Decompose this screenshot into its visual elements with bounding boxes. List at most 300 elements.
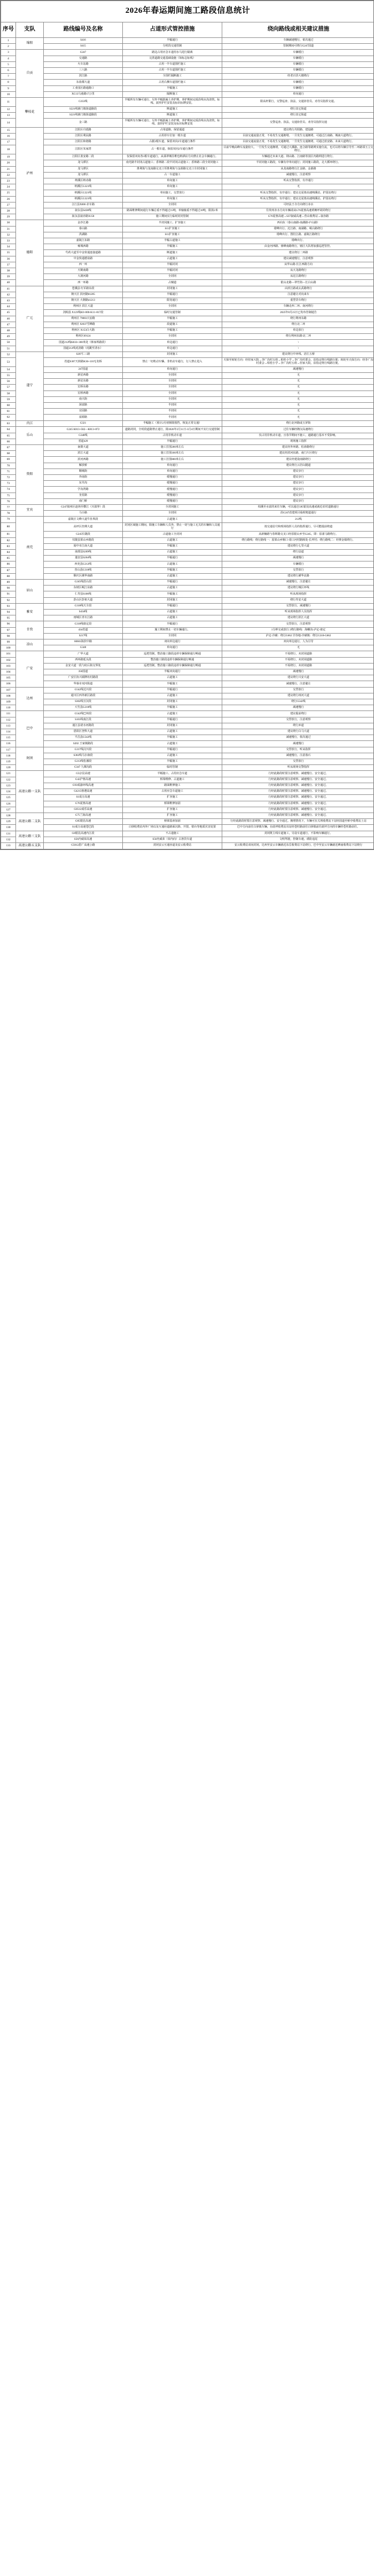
- control-measure-cell: 半幅通行: [123, 292, 222, 298]
- control-measure-cell: 路面维修期间通行车辆总重不得超过15吨，单轴轴重不得超过10吨，限款2米: [123, 208, 222, 214]
- table-row: [1, 753, 374, 759]
- detour-advice-cell: 行经此路段时要注意观察、减速慢行、安全通过。: [222, 789, 374, 795]
- table-row: [1, 487, 374, 493]
- control-measure-cell: 半幅通行: [123, 621, 222, 627]
- table-row: [1, 298, 374, 303]
- table-row: [1, 134, 374, 139]
- road-name-cell: S434线: [44, 610, 123, 615]
- table-row: [1, 80, 374, 85]
- row-index-cell: 127: [1, 807, 16, 813]
- detachment-cell: 内江: [16, 420, 44, 427]
- road-name-cell: G93成渝环线高速: [44, 783, 123, 789]
- column-header-team: 支队: [16, 22, 44, 38]
- detour-advice-cell: 行经此路段时要注意观察、减速慢行、安全通过。: [222, 777, 374, 783]
- detour-advice-cell: 从龙南路绕行汇金路、金源路: [222, 166, 374, 172]
- row-index-cell: 88: [1, 573, 16, 579]
- row-index-cell: 51: [1, 346, 16, 352]
- row-index-cell: 38: [1, 268, 16, 274]
- table-row: [1, 610, 374, 615]
- road-name-cell: 东坡区岷江东路: [44, 586, 123, 591]
- road-name-cell: 南门桥: [44, 498, 123, 504]
- detachment-cell: 广安: [16, 651, 44, 687]
- control-measure-cell: 完善道路交通基础设施（如标志标线）: [123, 56, 222, 61]
- detour-advice-cell: 绕行乡道: [222, 723, 374, 729]
- row-index-cell: 13: [1, 112, 16, 118]
- detour-advice-cell: 不需绕行，未封闭道路: [222, 651, 374, 657]
- detour-advice-cell: 无: [222, 415, 374, 420]
- row-index-cell: 102: [1, 657, 16, 663]
- control-measure-cell: 禁止一切机动车辆、非机动车通行，行人禁止进入: [123, 358, 222, 367]
- control-measure-cell: 占道施工全封闭: [123, 532, 222, 537]
- detour-advice-cell: 减速慢行，注意观察: [222, 172, 374, 178]
- detachment-cell: 甘孜: [16, 621, 44, 639]
- table-row: [1, 645, 374, 651]
- table-row: [1, 352, 374, 357]
- table-row: [1, 498, 374, 504]
- control-measure-cell: 半幅双向通行: [123, 669, 222, 675]
- detour-advice-cell: 绕行路线：绕行路线一：原果山乡堰口-周口河村路障处-长坪村；绕行路线二：经赛金镇绕行。: [222, 537, 374, 543]
- control-measure-cell: 占用右侧车道围栏施工: [123, 80, 222, 85]
- control-measure-cell: 占用非机动车道: [123, 433, 222, 439]
- detour-advice-cell: 减速慢行: [222, 705, 374, 711]
- detachment-cell: 自贡: [16, 50, 44, 98]
- row-index-cell: 133: [1, 842, 16, 849]
- table-row: [1, 184, 374, 190]
- table-row: [1, 358, 374, 367]
- detachment-cell: 宜宾: [16, 505, 44, 517]
- column-header-detour: 绕向路线或相关建议措施: [222, 22, 374, 38]
- table-row: [1, 522, 374, 532]
- road-name-cell: 宏桥西路: [44, 391, 123, 396]
- row-index-cell: 23: [1, 178, 16, 184]
- detour-advice-cell: 泸定-冷碛：绕行G662 甘谷地-冷碛镇：绕行G318-G662: [222, 633, 374, 639]
- detour-advice-cell: 双向单边通行，人为引导: [222, 639, 374, 645]
- road-name-cell: G245线眉山段: [44, 579, 123, 585]
- control-measure-cell: 半幅施工: [123, 85, 222, 91]
- row-index-cell: 98: [1, 633, 16, 639]
- control-measure-cell: S56内威荣（荣内向）占客货车道: [123, 837, 222, 842]
- control-measure-cell: 占道施工: [123, 517, 222, 522]
- detour-advice-cell: 听从现场指挥人员指挥: [222, 610, 374, 615]
- road-name-cell: S221线渔门镇街道路段: [44, 106, 123, 112]
- table-row: [1, 220, 374, 226]
- row-index-cell: 125: [1, 795, 16, 801]
- control-measure-cell: 断道施工: [123, 112, 222, 118]
- road-name-cell: G5012恩广高速公路: [44, 842, 123, 849]
- table-row: [1, 729, 374, 735]
- road-name-cell: 247国道: [44, 366, 123, 372]
- row-index-cell: 11: [1, 98, 16, 107]
- table-row: [1, 579, 374, 585]
- row-index-cell: 72: [1, 475, 16, 481]
- row-index-cell: 96: [1, 621, 16, 627]
- road-name-cell: 彭山区彭祖大道: [44, 597, 123, 603]
- detachment-cell: 南充: [16, 517, 44, 580]
- control-measure-cell: 半封闭: [123, 409, 222, 415]
- row-index-cell: 45: [1, 310, 16, 316]
- control-measure-cell: 半幅封闭: [123, 268, 222, 274]
- road-name-cell: 江阳区朱家湾: [44, 145, 123, 154]
- control-measure-cell: 道路封闭，全时段道路禁止通行，除2026年2月11日-3月4日期间不实行交通管制: [123, 427, 222, 433]
- detour-advice-cell: 无: [222, 409, 374, 415]
- row-index-cell: 129: [1, 819, 16, 825]
- table-row: [1, 396, 374, 402]
- road-name-cell: 龙马潭区: [44, 172, 123, 178]
- road-name-cell: 叙永县叙赤路X158: [44, 214, 123, 220]
- control-measure-cell: 整治施工路段违停车辆保障通行畅通: [123, 657, 222, 663]
- table-row: [1, 789, 374, 795]
- table-row: [1, 469, 374, 474]
- detour-advice-cell: 减速慢行，注意避让: [222, 579, 374, 585]
- row-index-cell: 28: [1, 208, 16, 214]
- road-name-cell: 火车站路: [44, 61, 123, 67]
- road-name-cell: G317线汶川段: [44, 747, 123, 753]
- table-row: [1, 420, 374, 427]
- road-name-cell: 洪湖路: [44, 232, 123, 238]
- row-index-cell: 68: [1, 451, 16, 457]
- row-index-cell: 73: [1, 481, 16, 487]
- row-index-cell: 109: [1, 699, 16, 705]
- road-name-cell: 朝天区 大朝路41213: [44, 298, 123, 303]
- detour-advice-cell: 绕行G542线: [222, 699, 374, 705]
- detour-advice-cell: 建议经滨河东路、南门片区绕行: [222, 451, 374, 457]
- control-measure-cell: 占道施工: [123, 615, 222, 621]
- row-index-cell: 128: [1, 813, 16, 818]
- road-name-cell: 大渡河路: [44, 274, 123, 280]
- control-measure-cell: 全封闭施工: [123, 505, 222, 511]
- table-row: [1, 663, 374, 669]
- row-index-cell: 70: [1, 463, 16, 469]
- detour-advice-cell: 不需绕行，未封闭道路: [222, 663, 374, 669]
- row-index-cell: 71: [1, 469, 16, 474]
- road-name-cell: S101线南江段: [44, 717, 123, 723]
- table-row: [1, 154, 374, 160]
- table-row: [1, 427, 374, 433]
- control-measure-cell: 隔断施工: [123, 91, 222, 97]
- row-index-cell: 20: [1, 160, 16, 166]
- detachment-cell: 凉山: [16, 639, 44, 651]
- row-index-cell: 31: [1, 226, 16, 232]
- row-index-cell: 92: [1, 597, 16, 603]
- row-index-cell: 90: [1, 586, 16, 591]
- control-measure-cell: 占道施工: [123, 741, 222, 747]
- road-name-cell: 纳溪区G321线: [44, 184, 123, 190]
- detour-advice-cell: 建议绕行七里大道: [222, 543, 374, 549]
- row-index-cell: 29: [1, 214, 16, 220]
- road-name-cell: G5京昆高速: [44, 771, 123, 777]
- row-index-cell: 113: [1, 723, 16, 729]
- control-measure-cell: 全封闭: [123, 511, 222, 517]
- table-row: [1, 633, 374, 639]
- detour-advice-cell: 减速慢行: [222, 669, 374, 675]
- road-name-cell: 宜园路: [44, 409, 123, 415]
- table-row: [1, 334, 374, 340]
- detachment-cell: 高速公路三支队: [16, 831, 44, 842]
- road-name-cell: XC13马童路17公里: [44, 91, 123, 97]
- detour-advice-cell: 车辆缓行: [222, 68, 374, 74]
- table-row: [1, 208, 374, 214]
- control-measure-cell: 占用应急车道施工: [123, 789, 222, 795]
- table-row: [1, 549, 374, 555]
- control-measure-cell: 封闭施工: [123, 597, 222, 603]
- column-header-road: 路线编号及名称: [44, 22, 123, 38]
- detachment-cell: 雅安: [16, 603, 44, 621]
- control-measure-cell: 占据2根车道，保留双向2车道通行条件: [123, 139, 222, 145]
- road-name-cell: G318线康定段: [44, 621, 123, 627]
- control-measure-cell: 封闭施工: [123, 699, 222, 705]
- detour-advice-cell: G76夏蓉高速→S37叙威高速→营山收费站→叙赤路: [222, 214, 374, 220]
- detachment-cell: 乐山: [16, 427, 44, 445]
- detour-advice-cell: 减速慢行: [222, 366, 374, 372]
- road-name-cell: 利州区 92037雪峰路: [44, 322, 123, 327]
- detour-advice-cell: 建议绕行兴安大道: [222, 675, 374, 681]
- table-row: [1, 415, 374, 420]
- detour-advice-cell: 现场施工指挥: [222, 439, 374, 444]
- detour-advice-cell: 错峰出行、沱江路、南湖路、岷山路绕行: [222, 226, 374, 232]
- road-name-cell: S1成万高速苍巴段: [44, 825, 123, 831]
- table-row: [1, 379, 374, 385]
- detour-advice-cell: 经老百货大楼绕行: [222, 74, 374, 80]
- control-measure-cell: 封闭施工: [123, 286, 222, 292]
- row-index-cell: 16: [1, 134, 16, 139]
- control-measure-cell: 半封闭施工、扩容施工: [123, 220, 222, 226]
- column-header-control: 占道形式管控措施: [123, 22, 222, 38]
- control-measure-cell: 占道施工: [123, 753, 222, 759]
- table-row: [1, 322, 374, 327]
- detour-advice-cell: 听从现场指挥: [222, 591, 374, 597]
- row-index-cell: 74: [1, 487, 16, 493]
- control-measure-cell: 半封闭: [123, 402, 222, 408]
- road-name-cell: S302线马尔康段: [44, 753, 123, 759]
- control-measure-cell: 缓慢通行: [123, 487, 222, 493]
- road-name-cell: 350国道: [44, 669, 123, 675]
- row-index-cell: 8: [1, 80, 16, 85]
- table-row: [1, 190, 374, 196]
- control-measure-cell: 全封闭: [123, 334, 222, 340]
- table-row: [1, 505, 374, 511]
- detour-advice-cell: 绕行北环路或玉屏街: [222, 420, 374, 427]
- detour-advice-cell: 目前早晚高峰车流量较大，一旦发生交通拥堵，可通过大溪路、连合路等路网实施分流，也可以将车辆引导至二环路邻玉立交绕行。: [222, 145, 374, 154]
- control-measure-cell: 限宽通行: [123, 298, 222, 303]
- row-index-cell: 114: [1, 729, 16, 735]
- row-index-cell: 34: [1, 244, 16, 250]
- construction-road-table: [1, 1, 374, 849]
- detour-advice-cell: 单边放行: [222, 328, 374, 334]
- detour-advice-cell: 目前交通流量正常，不易发生交通拥堵。一旦发生交通拥堵，可通过蓝安路、未来大道绕行。: [222, 139, 374, 145]
- control-measure-cell: 占道施工: [123, 256, 222, 262]
- road-name-cell: 金沙江路: [44, 220, 123, 226]
- detour-advice-cell: 减速慢行，依次通过: [222, 735, 374, 741]
- row-index-cell: 3: [1, 50, 16, 56]
- row-index-cell: 42: [1, 292, 16, 298]
- row-index-cell: 5: [1, 61, 16, 67]
- control-measure-cell: 占道施工: [123, 675, 222, 681]
- table-row: [1, 56, 374, 61]
- control-measure-cell: 封闭区域施工期间，除施工车辆和人员外，禁止一切与施工无关的车辆和人员通行: [123, 522, 222, 532]
- road-name-cell: G4215蓉遵高速: [44, 789, 123, 795]
- detour-advice-cell: 绕行其它街道: [222, 106, 374, 112]
- control-measure-cell: 扩容施工: [123, 795, 222, 801]
- row-index-cell: 63: [1, 420, 16, 427]
- control-measure-cell: 全封闭: [123, 391, 222, 396]
- row-index-cell: 17: [1, 139, 16, 145]
- table-row: [1, 38, 374, 44]
- detour-advice-cell: 车辆缓行: [222, 85, 374, 91]
- road-name-cell: 仁寿县S106线: [44, 591, 123, 597]
- control-measure-cell: 扩容施工: [123, 813, 222, 818]
- row-index-cell: 30: [1, 220, 16, 226]
- control-measure-cell: 半幅施工: [123, 244, 222, 250]
- control-measure-cell: 占道施工: [123, 537, 222, 543]
- table-row: [1, 573, 374, 579]
- control-measure-cell: 断道施工: [123, 250, 222, 256]
- detachment-cell: 资阳: [16, 445, 44, 505]
- control-measure-cell: 单向施工: [123, 184, 222, 190]
- table-row: [1, 61, 374, 67]
- road-name-cell: 中金快通德泉路: [44, 256, 123, 262]
- road-name-cell: 西一环: [44, 262, 123, 268]
- control-measure-cell: 施工期间实行临时封闭管制: [123, 214, 222, 220]
- detour-advice-cell: 不需绕行，未封闭道路: [222, 657, 374, 663]
- table-row: [1, 705, 374, 711]
- control-measure-cell: 半幅封闭: [123, 262, 222, 268]
- table-row: [1, 717, 374, 723]
- control-measure-cell: 路边占用应急车道用水马进行隔离: [123, 50, 222, 56]
- detour-advice-cell: 减速慢行: [222, 741, 374, 747]
- detour-advice-cell: \: [222, 346, 374, 352]
- row-index-cell: 112: [1, 717, 16, 723]
- row-index-cell: 110: [1, 705, 16, 711]
- detour-advice-cell: 无: [222, 396, 374, 402]
- control-measure-cell: 不占道施工: [123, 831, 222, 837]
- table-row: [1, 831, 374, 837]
- row-index-cell: 7: [1, 74, 16, 80]
- road-name-cell: G85银昆高速: [44, 819, 123, 825]
- detour-advice-cell: 银山北路—翠竹街—长白山路: [222, 280, 374, 286]
- table-row: [1, 178, 374, 184]
- row-index-cell: 105: [1, 675, 16, 681]
- row-index-cell: 56: [1, 379, 16, 385]
- control-measure-cell: 仅保留双向各1根车道通行，从翡翠城往维也纳酒店方向禁止社会车辆通行。: [123, 154, 222, 160]
- detachment-cell: 高速公路一支队: [16, 771, 44, 813]
- row-index-cell: 66: [1, 439, 16, 444]
- control-measure-cell: 施工打围800米左右: [123, 457, 222, 463]
- row-index-cell: 111: [1, 711, 16, 717]
- table-row: [1, 262, 374, 268]
- row-index-cell: 84: [1, 549, 16, 555]
- table-row: [1, 44, 374, 50]
- row-index-cell: 76: [1, 498, 16, 504]
- road-name-cell: 外南街: [44, 475, 123, 481]
- road-name-cell: S302线宣汉段: [44, 699, 123, 705]
- road-name-cell: 富源路: [44, 415, 123, 420]
- row-index-cell: 91: [1, 591, 16, 597]
- control-measure-cell: 占道施工: [123, 711, 222, 717]
- detour-advice-cell: 车辆走西二环、南河绕行: [222, 304, 374, 310]
- control-measure-cell: 半幅施工: [123, 591, 222, 597]
- road-name-cell: G318线天全段: [44, 603, 123, 609]
- table-row: [1, 819, 374, 825]
- row-index-cell: 82: [1, 537, 16, 543]
- road-name-cell: G353线: [44, 98, 123, 107]
- detour-advice-cell: 车辆缓行: [222, 61, 374, 67]
- control-measure-cell: 半幅施工、占用应急车道: [123, 771, 222, 777]
- detour-advice-cell: 建议步行: [222, 469, 374, 474]
- row-index-cell: 52: [1, 352, 16, 357]
- table-row: [1, 842, 374, 849]
- control-measure-cell: 占辅道: [123, 280, 222, 286]
- row-index-cell: 86: [1, 561, 16, 567]
- control-measure-cell: 胜利街与龙南路交叉口至胜利街与金源路交叉口全封闭施工: [123, 166, 222, 172]
- table-row: [1, 591, 374, 597]
- table-row: [1, 433, 374, 439]
- control-measure-cell: 半幅所有车辆可通行，另外半幅混凝土养护期，养护期间完成沿线水沟浇筑，标线、波形护栏安装及标识标牌安装: [123, 119, 222, 128]
- detour-advice-cell: 沿G247改建项目临时便道通行: [222, 511, 374, 517]
- table-row: [1, 532, 374, 537]
- row-index-cell: 94: [1, 610, 16, 615]
- road-name-cell: 嘉陵区文峰大道牛肚坝段: [44, 517, 123, 522]
- table-row: [1, 85, 374, 91]
- road-name-cell: 西环路延头段: [44, 657, 123, 663]
- row-index-cell: 75: [1, 493, 16, 498]
- road-name-cell: 龙马潭区: [44, 166, 123, 172]
- table-row: [1, 232, 374, 238]
- detachment-cell: 绵阳: [16, 38, 44, 50]
- road-name-cell: S415: [44, 44, 123, 50]
- detachment-cell: 眉山: [16, 579, 44, 603]
- table-row: [1, 172, 374, 178]
- detour-advice-cell: 绕行其它街道: [222, 112, 374, 118]
- table-row: [1, 340, 374, 346]
- detour-advice-cell: 建议提前绕行: [222, 711, 374, 717]
- table-row: [1, 68, 374, 74]
- table-row: [1, 256, 374, 262]
- detour-advice-cell: 行经此路段时要注意观察、减速慢行、安全通过。拥堵情况下，车辆可在关坝收费站下站经国道至桥亭收费站上站: [222, 819, 374, 825]
- table-row: [1, 439, 374, 444]
- detour-advice-cell: 可经法王寺方向绕行赤水: [222, 202, 374, 208]
- road-name-cell: 嘉陵江东路: [44, 238, 123, 244]
- detour-advice-cell: 单向通行: [222, 91, 374, 97]
- table-row: [1, 777, 374, 783]
- road-name-cell: 江阳区蓝安路二段: [44, 154, 123, 160]
- table-row: [1, 837, 374, 842]
- table-row: [1, 457, 374, 463]
- detour-advice-cell: 目前交通流量正常，不易发生交通拥堵。一旦发生交通拥堵，可通过江南路、城南大道绕行。: [222, 134, 374, 139]
- table-row: [1, 639, 374, 645]
- table-row: [1, 627, 374, 633]
- table-row: [1, 561, 374, 567]
- detour-advice-cell: 建议减速慢行，注意观察: [222, 256, 374, 262]
- table-head: [1, 1, 374, 38]
- table-row: [1, 391, 374, 396]
- detour-advice-cell: 车辆减速慢行，依次通过: [222, 38, 374, 44]
- control-measure-cell: 全封闭: [123, 372, 222, 378]
- row-index-cell: 131: [1, 831, 16, 837]
- detour-advice-cell: 行经此路段时要注意观察、减速慢行、安全通过。: [222, 813, 374, 818]
- row-index-cell: 37: [1, 262, 16, 268]
- road-name-cell: 434省道: [44, 627, 123, 633]
- road-name-cell: 天鹤南路: [44, 268, 123, 274]
- control-measure-cell: 占道施工: [123, 549, 222, 555]
- table-row: [1, 783, 374, 789]
- control-measure-cell: S11扩容施工: [123, 232, 222, 238]
- detour-advice-cell: 重型货车绕行: [222, 298, 374, 303]
- detour-advice-cell: 交警巡查、执法，交通协管员、劝导员指挥交通: [222, 119, 374, 128]
- table-row: [1, 603, 374, 609]
- row-index-cell: 61: [1, 409, 16, 415]
- detour-advice-cell: 交替放行: [222, 687, 374, 693]
- road-name-cell: G76夏蓉高速: [44, 801, 123, 807]
